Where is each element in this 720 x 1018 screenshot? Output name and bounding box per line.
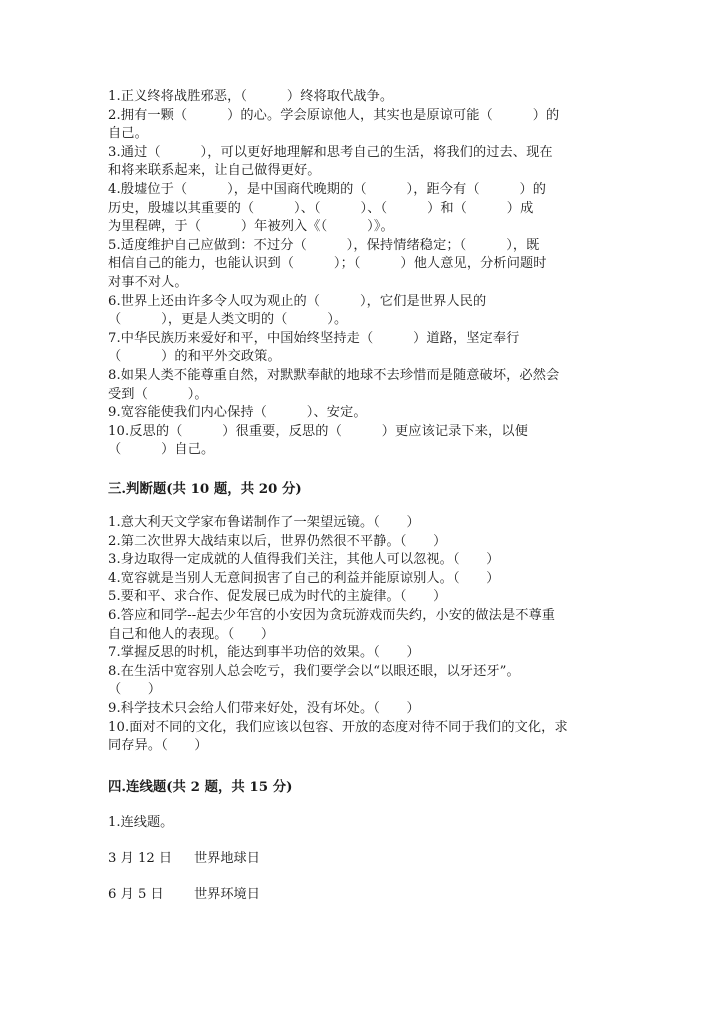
judgment-line: （ ） — [108, 682, 162, 698]
fill-in-line: （ ）自己。 — [108, 442, 215, 458]
judgment-questions — [108, 514, 608, 756]
judgment-line: 9.科学技术只会给人们带来好处，没有坏处。（ ） — [108, 700, 420, 716]
question-text: 1.连线题。 — [108, 815, 174, 830]
pair-date: 3 月 12 日 — [108, 851, 173, 866]
fill-in-line: 9.宽容能使我们内心保持（ ）、安定。 — [108, 405, 367, 421]
matching-question — [108, 814, 608, 832]
judgment-line: 2.第二次世界大战结束以后，世界仍然很不平静。（ ） — [108, 533, 447, 549]
fill-in-line: 10.反思的（ ）很重要，反思的（ ）更应该记录下来，以便 — [108, 423, 528, 439]
fill-in-line: 6.世界上还由许多令人叹为观止的（ ），它们是世界人民的 — [108, 293, 487, 309]
judgment-line: 自己和他人的表现。（ ） — [108, 626, 275, 642]
judgment-line: 7.掌握反思的时机，能达到事半功倍的效果。（ ） — [108, 645, 420, 661]
fill-in-section — [108, 88, 608, 460]
fill-in-line: 8.如果人类不能尊重自然，对默默奉献的地球不去珍惜而是随意破坏，必然会 — [108, 367, 560, 383]
fill-in-line: 对事不对人。 — [108, 274, 188, 290]
judgment-section — [108, 480, 608, 498]
judgment-line: 同存异。（ ） — [108, 738, 208, 754]
matching-section — [108, 778, 608, 796]
fill-in-line: 自己。 — [108, 126, 148, 142]
fill-in-line: 2.拥有一颗（ ）的心。学会原谅他人，其实也是原谅可能（ ）的 — [108, 107, 560, 123]
judgment-line: 6.答应和同学--起去少年宫的小安因为贪玩游戏而失约，小安的做法是不尊重 — [108, 607, 556, 623]
judgment-line: 1.意大利天文学家布鲁诺制作了一架望远镜。（ ） — [108, 515, 420, 530]
fill-in-line: 3.通过（ ），可以更好地理解和思考自己的生活，将我们的过去、现在 — [108, 144, 553, 160]
fill-in-line: 历史，殷墟以其重要的（ ）、（ ）、（ ）和（ ）成 — [108, 200, 534, 216]
judgment-line: 4.宽容就是当别人无意间损害了自己的利益并能原谅别人。（ ） — [108, 570, 500, 586]
judgment-line: 10.面对不同的文化，我们应该以包容、开放的态度对待不同于我们的文化，求 — [108, 719, 568, 735]
fill-in-line: 7.中华民族历来爱好和平，中国始终坚持走（ ）道路，坚定奉行 — [108, 330, 520, 346]
fill-in-line: 和将来联系起来，让自己做得更好。 — [108, 163, 321, 179]
judgment-line: 3.身边取得一定成就的人值得我们关注，其他人可以忽视。（ ） — [108, 552, 500, 568]
judgment-line: 5.要和平、求合作、促发展已成为时代的主旋律。（ ） — [108, 589, 447, 605]
fill-in-line: 受到（ ）。 — [108, 386, 208, 402]
fill-in-line: （ ），更是人类文明的（ ）。 — [108, 312, 348, 328]
section-heading: 四.连线题(共 2 题，共 15 分) — [108, 779, 293, 795]
matching-pair — [108, 886, 608, 904]
fill-in-line: 4.殷墟位于（ ），是中国商代晚期的（ ），距今有（ ）的 — [108, 181, 547, 197]
fill-in-line: 相信自己的能力，也能认识到（ ）；（ ）他人意见，分析问题时 — [108, 256, 547, 272]
fill-in-line: （ ）的和平外交政策。 — [108, 349, 281, 365]
matching-pair — [108, 850, 608, 868]
pair-event: 世界地球日 — [194, 851, 260, 866]
pair-event: 世界环境日 — [194, 887, 260, 902]
pair-date: 6 月 5 日 — [108, 887, 164, 902]
fill-in-line: 1.正义终将战胜邪恶，（ ）终将取代战争。 — [108, 89, 394, 104]
judgment-line: 8.在生活中宽容别人总会吃亏，我们要学会以“以眼还眼，以牙还牙”。 — [108, 663, 520, 679]
fill-in-line: 5.适度维护自己应做到：不过分（ ），保持情绪稳定；（ ），既 — [108, 237, 540, 253]
fill-in-line: 为里程碑，于（ ）年被列入《（ ）》。 — [108, 219, 394, 235]
section-heading: 三.判断题(共 10 题，共 20 分) — [108, 481, 302, 497]
